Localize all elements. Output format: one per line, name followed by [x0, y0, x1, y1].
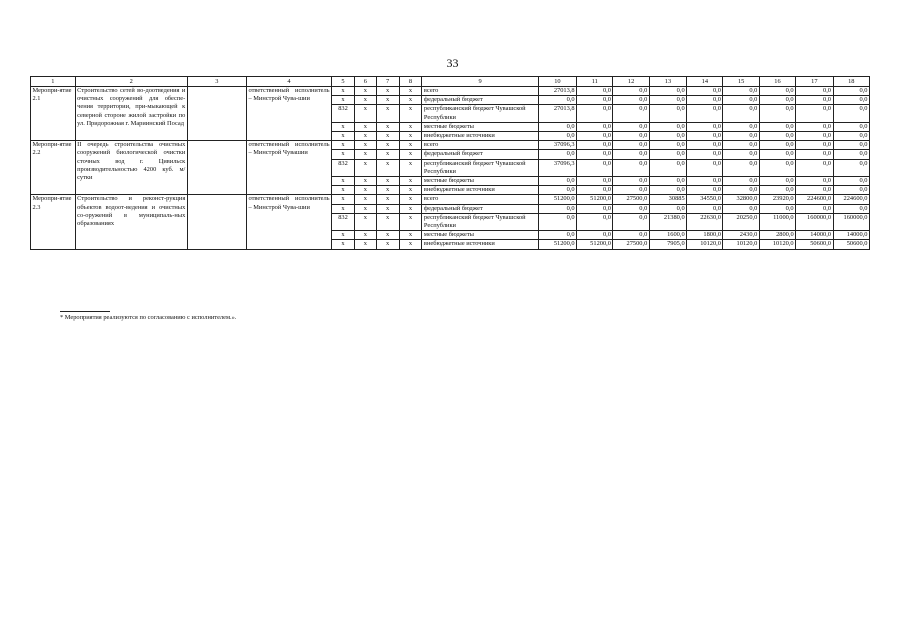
funding-value: 0,0	[833, 150, 869, 159]
funding-value: 0,0	[613, 204, 649, 213]
funding-value: 224600,0	[796, 195, 833, 204]
funding-value: 0,0	[649, 96, 686, 105]
column-number-1: 1	[31, 77, 76, 87]
budget-code-c6: x	[354, 240, 376, 249]
budget-code-c8: x	[399, 231, 422, 240]
funding-source: внебюджетные источники	[422, 132, 538, 141]
funding-value: 0,0	[759, 186, 795, 195]
budget-code-c5: x	[332, 177, 355, 186]
funding-value: 0,0	[538, 186, 576, 195]
budget-code-c5: x	[332, 231, 355, 240]
budget-code-c6: x	[354, 105, 376, 122]
funding-value: 0,0	[649, 122, 686, 131]
budget-code-c6: x	[354, 177, 376, 186]
column-number-18: 18	[833, 77, 869, 87]
funding-value: 10120,0	[723, 240, 759, 249]
funding-value: 0,0	[796, 186, 833, 195]
executor-cell: ответственный исполнитель – Минстрой Чува-шии	[246, 195, 331, 249]
funding-value: 0,0	[613, 213, 649, 230]
funding-value: 0,0	[723, 177, 759, 186]
budget-code-c7: x	[376, 177, 399, 186]
column-number-13: 13	[649, 77, 686, 87]
funding-value: 0,0	[759, 150, 795, 159]
funding-value: 0,0	[759, 122, 795, 131]
funding-value: 0,0	[687, 204, 723, 213]
funding-value: 0,0	[687, 105, 723, 122]
funding-value: 0,0	[723, 105, 759, 122]
funding-value: 0,0	[577, 150, 613, 159]
funding-value: 0,0	[577, 177, 613, 186]
funding-source: всего	[422, 195, 538, 204]
funding-value: 0,0	[796, 204, 833, 213]
funding-value: 0,0	[613, 231, 649, 240]
footnote: * Мероприятия реализуются по согласованию с исполнителем.».	[60, 314, 237, 321]
funding-value: 0,0	[833, 105, 869, 122]
budget-code-c5: x	[332, 87, 355, 96]
funding-value: 0,0	[577, 87, 613, 96]
budget-code-c7: x	[376, 159, 399, 176]
funding-value: 27013,8	[538, 105, 576, 122]
budget-code-c6: x	[354, 186, 376, 195]
funding-value: 0,0	[687, 159, 723, 176]
funding-value: 14000,0	[796, 231, 833, 240]
funding-value: 0,0	[687, 122, 723, 131]
funding-value: 0,0	[538, 122, 576, 131]
funding-value: 0,0	[577, 159, 613, 176]
budget-code-c7: x	[376, 96, 399, 105]
budget-code-c7: x	[376, 204, 399, 213]
budget-code-c8: x	[399, 132, 422, 141]
funding-value: 0,0	[796, 177, 833, 186]
funding-value: 0,0	[577, 204, 613, 213]
measure-name: Строительство и реконст-рукция объектов водоот-ведения и очистных со-оружений в муниципаль-ных образованиях	[75, 195, 187, 249]
budget-code-c7: x	[376, 141, 399, 150]
participant-cell	[187, 87, 246, 141]
funding-value: 0,0	[833, 159, 869, 176]
funding-source: республиканский бюджет Чувашской Республики	[422, 105, 538, 122]
funding-value: 20250,0	[723, 213, 759, 230]
funding-value: 160000,0	[833, 213, 869, 230]
budget-code-c6: x	[354, 159, 376, 176]
funding-value: 0,0	[723, 122, 759, 131]
budget-code-c5: 832	[332, 159, 355, 176]
funding-value: 22630,0	[687, 213, 723, 230]
funding-value: 0,0	[577, 105, 613, 122]
budget-code-c8: x	[399, 87, 422, 96]
funding-value: 0,0	[577, 96, 613, 105]
funding-value: 0,0	[796, 96, 833, 105]
funding-value: 0,0	[723, 186, 759, 195]
funding-value: 0,0	[649, 177, 686, 186]
funding-value: 0,0	[796, 132, 833, 141]
column-number-9: 9	[422, 77, 538, 87]
budget-code-c7: x	[376, 240, 399, 249]
funding-source: республиканский бюджет Чувашской Республики	[422, 159, 538, 176]
budget-code-c7: x	[376, 231, 399, 240]
funding-value: 0,0	[538, 177, 576, 186]
budget-code-c7: x	[376, 213, 399, 230]
funding-value: 0,0	[759, 96, 795, 105]
footnote-divider	[60, 311, 110, 312]
funding-source: местные бюджеты	[422, 122, 538, 131]
funding-value: 0,0	[613, 132, 649, 141]
column-number-14: 14	[687, 77, 723, 87]
funding-value: 50600,0	[796, 240, 833, 249]
budget-code-c8: x	[399, 204, 422, 213]
budget-code-c5: x	[332, 96, 355, 105]
budget-code-c8: x	[399, 177, 422, 186]
budget-code-c8: x	[399, 150, 422, 159]
executor-cell: ответственный исполнитель – Минстрой Чувашии	[246, 141, 331, 195]
budget-code-c8: x	[399, 141, 422, 150]
table-row	[31, 141, 870, 150]
budget-code-c7: x	[376, 132, 399, 141]
funding-value: 0,0	[723, 204, 759, 213]
budget-code-c8: x	[399, 96, 422, 105]
funding-value: 0,0	[723, 141, 759, 150]
funding-value: 0,0	[613, 186, 649, 195]
funding-value: 30885	[649, 195, 686, 204]
funding-value: 2800,0	[759, 231, 795, 240]
funding-value: 0,0	[613, 141, 649, 150]
budget-code-c5: 832	[332, 213, 355, 230]
funding-value: 0,0	[613, 177, 649, 186]
budget-code-c6: x	[354, 204, 376, 213]
column-number-6: 6	[354, 77, 376, 87]
funding-value: 0,0	[577, 122, 613, 131]
budget-code-c5: x	[332, 195, 355, 204]
budget-code-c7: x	[376, 122, 399, 131]
funding-value: 0,0	[687, 96, 723, 105]
funding-value: 51200,0	[538, 240, 576, 249]
funding-value: 0,0	[613, 96, 649, 105]
measure-name: Строительство сетей во-доотведения и очистных сооружений для обеспе-чения территории, при-мыкающей к северной стороне жилой застройки по ул. Придорожная г. Мариинский Посад	[75, 87, 187, 141]
funding-value: 0,0	[649, 204, 686, 213]
funding-value: 0,0	[796, 122, 833, 131]
executor-cell: ответственный исполнитель – Минстрой Чува-шии	[246, 87, 331, 141]
funding-source: внебюджетные источники	[422, 240, 538, 249]
funding-value: 0,0	[759, 204, 795, 213]
column-number-8: 8	[399, 77, 422, 87]
funding-value: 0,0	[796, 159, 833, 176]
funding-value: 0,0	[613, 159, 649, 176]
budget-code-c5: x	[332, 204, 355, 213]
funding-value: 0,0	[538, 213, 576, 230]
funding-value: 0,0	[723, 159, 759, 176]
budget-code-c5: x	[332, 132, 355, 141]
funding-value: 0,0	[538, 96, 576, 105]
budget-code-c8: x	[399, 195, 422, 204]
funding-value: 10120,0	[759, 240, 795, 249]
funding-value: 0,0	[833, 177, 869, 186]
funding-value: 0,0	[613, 150, 649, 159]
column-number-2: 2	[75, 77, 187, 87]
funding-value: 0,0	[759, 177, 795, 186]
funding-source: всего	[422, 141, 538, 150]
funding-source: федеральный бюджет	[422, 204, 538, 213]
funding-source: внебюджетные источники	[422, 186, 538, 195]
funding-value: 0,0	[833, 96, 869, 105]
funding-value: 0,0	[649, 150, 686, 159]
funding-value: 0,0	[649, 105, 686, 122]
funding-value: 0,0	[613, 87, 649, 96]
budget-code-c8: x	[399, 240, 422, 249]
funding-value: 0,0	[538, 150, 576, 159]
funding-value: 21380,0	[649, 213, 686, 230]
funding-value: 0,0	[577, 132, 613, 141]
funding-value: 0,0	[833, 132, 869, 141]
funding-value: 14000,0	[833, 231, 869, 240]
funding-value: 32800,0	[723, 195, 759, 204]
budget-code-c6: x	[354, 150, 376, 159]
funding-value: 1600,0	[649, 231, 686, 240]
funding-value: 0,0	[577, 213, 613, 230]
budget-code-c8: x	[399, 213, 422, 230]
budget-code-c8: x	[399, 122, 422, 131]
funding-value: 0,0	[759, 87, 795, 96]
funding-value: 37096,3	[538, 159, 576, 176]
funding-value: 0,0	[649, 159, 686, 176]
funding-value: 0,0	[833, 204, 869, 213]
funding-value: 0,0	[577, 141, 613, 150]
column-number-12: 12	[613, 77, 649, 87]
funding-value: 37096,3	[538, 141, 576, 150]
column-number-row	[31, 77, 870, 87]
funding-value: 0,0	[723, 150, 759, 159]
budget-code-c6: x	[354, 87, 376, 96]
funding-value: 0,0	[538, 231, 576, 240]
funding-value: 0,0	[723, 132, 759, 141]
budget-code-c6: x	[354, 195, 376, 204]
funding-value: 0,0	[649, 132, 686, 141]
budget-code-c5: x	[332, 122, 355, 131]
budget-code-c7: x	[376, 150, 399, 159]
funding-value: 0,0	[833, 87, 869, 96]
funding-value: 0,0	[649, 186, 686, 195]
budget-code-c8: x	[399, 186, 422, 195]
budget-code-c6: x	[354, 96, 376, 105]
funding-value: 51200,0	[577, 195, 613, 204]
funding-value: 0,0	[538, 204, 576, 213]
column-number-15: 15	[723, 77, 759, 87]
budget-code-c6: x	[354, 213, 376, 230]
funding-value: 0,0	[687, 141, 723, 150]
funding-value: 0,0	[723, 87, 759, 96]
funding-source: федеральный бюджет	[422, 150, 538, 159]
funding-value: 0,0	[759, 141, 795, 150]
funding-value: 10120,0	[687, 240, 723, 249]
funding-value: 27013,8	[538, 87, 576, 96]
funding-source: местные бюджеты	[422, 177, 538, 186]
budget-code-c5: x	[332, 186, 355, 195]
budget-code-c7: x	[376, 105, 399, 122]
funding-source: всего	[422, 87, 538, 96]
column-number-5: 5	[332, 77, 355, 87]
funding-value: 0,0	[538, 132, 576, 141]
funding-value: 34550,0	[687, 195, 723, 204]
table-row	[31, 87, 870, 96]
funding-value: 0,0	[723, 96, 759, 105]
column-number-10: 10	[538, 77, 576, 87]
funding-value: 7905,0	[649, 240, 686, 249]
funding-value: 11000,0	[759, 213, 795, 230]
funding-value: 0,0	[687, 132, 723, 141]
funding-value: 0,0	[613, 122, 649, 131]
funding-value: 0,0	[759, 105, 795, 122]
budget-code-c6: x	[354, 122, 376, 131]
funding-value: 2430,0	[723, 231, 759, 240]
budget-code-c7: x	[376, 87, 399, 96]
column-number-17: 17	[796, 77, 833, 87]
funding-value: 0,0	[796, 141, 833, 150]
column-number-16: 16	[759, 77, 795, 87]
funding-value: 0,0	[613, 105, 649, 122]
funding-value: 0,0	[649, 141, 686, 150]
measure-code: Меропри-ятие 2.2	[31, 141, 76, 195]
budget-code-c6: x	[354, 141, 376, 150]
funding-value: 27500,0	[613, 195, 649, 204]
budget-code-c8: x	[399, 105, 422, 122]
column-number-7: 7	[376, 77, 399, 87]
funding-value: 51200,0	[577, 240, 613, 249]
funding-value: 0,0	[649, 87, 686, 96]
program-table	[30, 76, 870, 250]
table-row	[31, 195, 870, 204]
measure-name: II очередь строительства очистных сооружений биологической очистки сточных вод г. Цивильск производительностью 4200 куб. м/сутки	[75, 141, 187, 195]
budget-code-c5: 832	[332, 105, 355, 122]
funding-value: 50600,0	[833, 240, 869, 249]
funding-value: 0,0	[796, 150, 833, 159]
funding-value: 0,0	[687, 150, 723, 159]
measure-code: Меропри-ятие 2.1	[31, 87, 76, 141]
funding-value: 0,0	[577, 186, 613, 195]
column-number-11: 11	[577, 77, 613, 87]
budget-code-c6: x	[354, 231, 376, 240]
column-number-4: 4	[246, 77, 331, 87]
funding-source: республиканский бюджет Чувашской Республики	[422, 213, 538, 230]
budget-code-c7: x	[376, 186, 399, 195]
measure-code: Меропри-ятие 2.3	[31, 195, 76, 249]
column-number-3: 3	[187, 77, 246, 87]
budget-code-c7: x	[376, 195, 399, 204]
page-number: 33	[446, 56, 459, 70]
budget-code-c5: x	[332, 240, 355, 249]
funding-value: 0,0	[833, 122, 869, 131]
funding-source: местные бюджеты	[422, 231, 538, 240]
funding-value: 0,0	[796, 105, 833, 122]
participant-cell	[187, 141, 246, 195]
funding-value: 0,0	[833, 141, 869, 150]
funding-value: 0,0	[687, 177, 723, 186]
funding-source: федеральный бюджет	[422, 96, 538, 105]
funding-value: 0,0	[759, 159, 795, 176]
funding-value: 0,0	[833, 186, 869, 195]
funding-value: 0,0	[759, 132, 795, 141]
funding-value: 23920,0	[759, 195, 795, 204]
funding-value: 0,0	[796, 87, 833, 96]
funding-value: 160000,0	[796, 213, 833, 230]
funding-value: 27500,0	[613, 240, 649, 249]
funding-value: 0,0	[687, 87, 723, 96]
funding-value: 0,0	[687, 186, 723, 195]
budget-code-c5: x	[332, 141, 355, 150]
budget-code-c6: x	[354, 132, 376, 141]
participant-cell	[187, 195, 246, 249]
budget-code-c8: x	[399, 159, 422, 176]
funding-value: 0,0	[577, 231, 613, 240]
funding-value: 51200,0	[538, 195, 576, 204]
funding-value: 224600,0	[833, 195, 869, 204]
funding-value: 1800,0	[687, 231, 723, 240]
budget-code-c5: x	[332, 150, 355, 159]
